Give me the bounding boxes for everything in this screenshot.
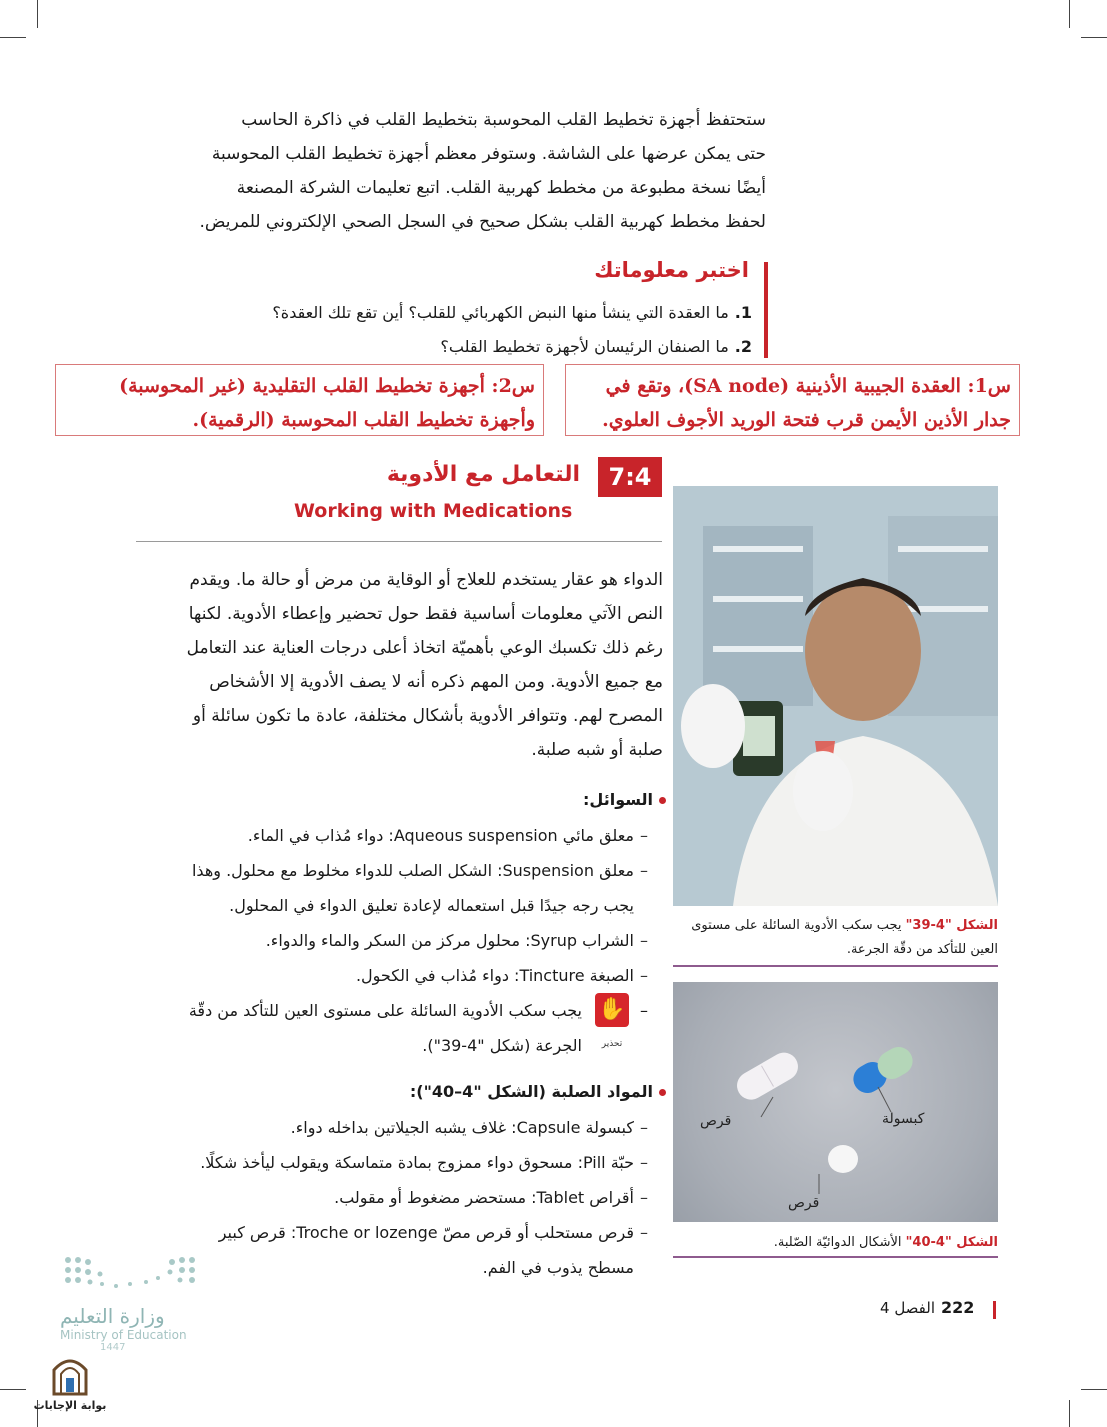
page-footer <box>880 1298 974 1317</box>
portal-watermark <box>30 1352 110 1412</box>
figure-40-caption <box>673 1231 998 1255</box>
question-text: ما العقدة التي ينشأ منها النبض الكهربائي للقلب؟ أين تقع تلك العقدة؟ <box>272 303 729 322</box>
gate-icon <box>48 1352 92 1396</box>
tablet-label-2: قرص <box>788 1195 820 1211</box>
body-line: النص الآتي معلومات أساسية فقط حول تحضير وإعطاء الأدوية. لكنها <box>188 604 663 624</box>
question-number: 1. <box>734 303 752 322</box>
bullet-icon <box>659 797 666 804</box>
figure-label: الشكل "4-40" <box>905 1235 998 1250</box>
crop-mark <box>1081 1389 1107 1390</box>
warning-label: تحذير <box>601 1039 623 1049</box>
tablet-label: قرص <box>700 1113 732 1129</box>
answer-box-2: س2: أجهزة تخطيط القلب التقليدية (غير المحوسبة) وأجهزة تخطيط القلب المحوسبة (الرقمية). <box>55 364 544 436</box>
body-line: الدواء هو عقار يستخدم للعلاج أو الوقاية من مرض أو حالة ما. ويقدم <box>189 570 663 590</box>
portal-name: بوابة الإجابات <box>33 1399 107 1412</box>
crop-mark <box>0 37 26 38</box>
body-line: رغم ذلك تكسبك الوعي بأهميّة اتخاذ أعلى درجات العناية عند التعامل <box>186 638 663 658</box>
figure-caption-text: الأشكال الدوائيّة الصّلبة. <box>773 1235 902 1250</box>
warning-block: – ✋ تحذير يجب سكب الأدوية السائلة على مستوى العين للتأكد من دقّة الجرعة (شكل "4-39"). <box>136 993 648 1063</box>
student-pouring-medicine-illustration <box>673 486 998 906</box>
section-title-en: Working with Medications <box>294 500 573 522</box>
question-text: ما الصنفان الرئيسان لأجهزة تخطيط القلب؟ <box>440 337 729 356</box>
section-divider <box>136 541 662 542</box>
liquids-section <box>136 782 666 1063</box>
solids-heading-text: المواد الصلبة (الشكل "4–40"): <box>409 1082 653 1101</box>
warning-badge <box>590 993 634 1062</box>
body-line: صلبة أو شبه صلبة. <box>531 740 663 760</box>
list-item: – كبسولة Capsule: غلاف يشبه الجيلاتين بداخله دواء. <box>136 1110 648 1145</box>
list-item: مسطح يذوب في الفم. <box>482 1258 634 1277</box>
figure-39-caption <box>673 914 998 962</box>
body-paragraph <box>136 563 663 767</box>
list-item: – معلق Suspension: الشكل الصلب للدواء مخلوط مع محلول. وهذا <box>136 853 648 888</box>
figure-caption-text: يجب سكب الأدوية السائلة على مستوى العين للتأكد من دقّة الجرعة. <box>691 918 998 957</box>
list-item: يجب رجه جيدًا قبل استعماله لإعادة تعليق الدواء في المحلول. <box>229 896 634 915</box>
section-number: 7:4 <box>598 457 662 497</box>
intro-line: حتى يمكن عرضها على الشاشة. وستوفر معظم أجهزة تخطيط القلب المحوسبة <box>211 144 766 164</box>
liquids-heading <box>136 782 666 818</box>
ministry-name-en: Ministry of Education <box>60 1328 187 1342</box>
liquids-list <box>136 818 648 993</box>
solids-heading <box>136 1074 666 1110</box>
warning-text: يجب سكب الأدوية السائلة على مستوى العين للتأكد من دقّة <box>188 1001 582 1020</box>
ministry-logo <box>60 1250 200 1353</box>
solids-section <box>136 1074 666 1285</box>
caption-divider <box>673 965 998 967</box>
crop-mark <box>1081 37 1107 38</box>
list-item: – حبّة Pill: مسحوق دواء ممزوج بمادة متماسكة ويقولب ليأخذ شكلًا. <box>136 1145 648 1180</box>
capsule-label: كبسولة <box>882 1111 925 1127</box>
quiz-question <box>272 296 752 330</box>
crop-mark <box>1069 1400 1070 1427</box>
footer-accent-bar <box>993 1301 996 1319</box>
list-item: – الصبغة Tincture: دواء مُذاب في الكحول. <box>136 958 648 993</box>
crop-mark <box>37 0 38 28</box>
figure-label: الشكل "4-39" <box>905 918 998 933</box>
stop-hand-icon: ✋ <box>595 993 629 1027</box>
ministry-name-ar: وزارة التعليم <box>60 1304 165 1328</box>
list-item: – أقراص Tablet: مستحضر مضغوط أو مقولب. <box>136 1180 648 1215</box>
quiz-title: اختبر معلوماتك <box>594 258 749 282</box>
liquids-heading-text: السوائل: <box>583 790 653 809</box>
list-item: – قرص مستحلب أو قرص مصّ Troche or lozenge: قرص كبير <box>136 1215 648 1250</box>
warning-text: الجرعة (شكل "4-39"). <box>422 1036 582 1055</box>
section-title-ar: التعامل مع الأدوية <box>386 462 580 487</box>
figure-39-photo <box>673 486 998 906</box>
figure-40-photo <box>673 982 998 1222</box>
solid-dosage-forms-illustration <box>673 982 998 1222</box>
ministry-dots-icon <box>60 1250 200 1300</box>
body-line: مع جميع الأدوية. ومن المهم ذكره أنه لا يصف الأدوية إلا الأشخاص <box>209 672 663 692</box>
crop-mark <box>1069 0 1070 28</box>
solids-list <box>136 1110 648 1285</box>
intro-line: أيضًا نسخة مطبوعة من مخطط كهربية القلب. اتبع تعليمات الشركة المصنعة <box>236 178 766 198</box>
bullet-icon <box>659 1089 666 1096</box>
ministry-year: 1447 <box>100 1342 126 1353</box>
page-number: 222 <box>941 1298 975 1317</box>
body-line: المصرح لهم. وتتوافر الأدوية بأشكال مختلفة، عادة ما تكون سائلة أو <box>192 706 663 726</box>
quiz-accent-bar <box>764 262 768 358</box>
intro-line: لحفظ مخطط كهربية القلب بشكل صحيح في السجل الصحي الإلكتروني للمريض. <box>199 212 766 232</box>
answer-box-1: س1: العقدة الجيبية الأذينية (SA node)، وتقع في جدار الأذين الأيمن قرب فتحة الوريد الأجوف العلوي. <box>565 364 1020 436</box>
list-item: – معلق مائي Aqueous suspension: دواء مُذاب في الماء. <box>136 818 648 853</box>
chapter-label: الفصل 4 <box>880 1299 936 1317</box>
caption-divider <box>673 1256 998 1258</box>
question-number: 2. <box>734 337 752 356</box>
intro-paragraph <box>136 103 766 239</box>
quiz-question <box>272 330 752 364</box>
intro-line: ستحتفظ أجهزة تخطيط القلب المحوسبة بتخطيط القلب في ذاكرة الحاسب <box>241 110 766 130</box>
quiz-questions <box>272 296 752 364</box>
crop-mark <box>0 1389 26 1390</box>
list-item: – الشراب Syrup: محلول مركز من السكر والماء والدواء. <box>136 923 648 958</box>
